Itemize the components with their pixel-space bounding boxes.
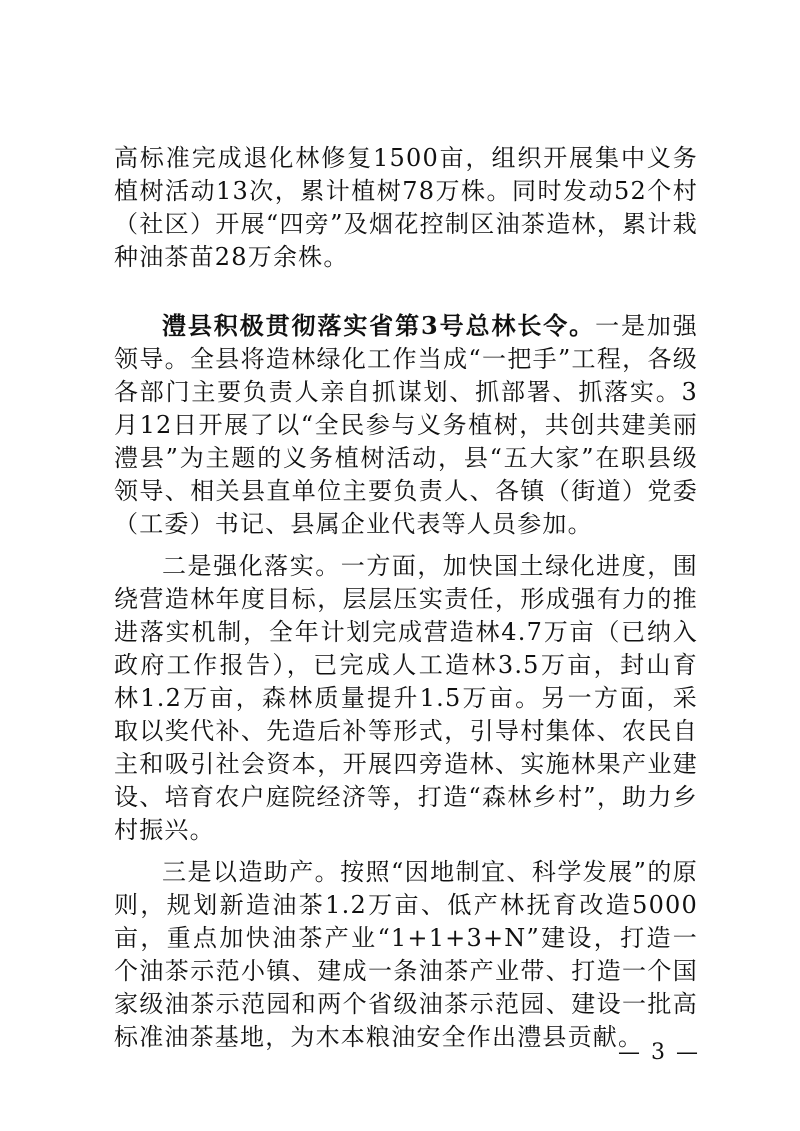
paragraph-3 xyxy=(114,550,698,847)
document-page xyxy=(114,142,698,1054)
paragraph-4-body: 按照“因地制宜、科学发展”的原则，规划新造油茶1.2万亩、低产林抚育改造5000亩，重点加快油茶产业“1+1+3+N”建设，打造一个油茶示范小镇、建成一条油茶产业带、打造一个国家级油茶示范园和两个省级油茶示范园、建设一批高标准油茶基地，为木本粮油安全作出澧县贡献。 xyxy=(114,858,698,1051)
paragraph-2-lead: 澧县积极贯彻落实省第3号总林长令。 xyxy=(162,311,596,340)
paragraph-2 xyxy=(114,309,698,541)
page-number: — 3 — xyxy=(618,1040,700,1065)
paragraph-3-body: 一方面，加快国土绿化进度，围绕营造林年度目标，层层压实责任，形成强有力的推进落实机制，全年计划完成营造林4.7万亩（已纳入政府工作报告），已完成人工造林3.5万亩，封山育林1.2万亩，森林质量提升1.5万亩。另一方面，采取以奖代补、先造后补等形式，引导村集体、农民自主和吸引社会资本，开展四旁造林、实施林果产业建设、培育农户庭院经济等，打造“森林乡村”，助力乡村振兴。 xyxy=(114,552,698,844)
paragraph-2-subheading: 一是加强领导。 xyxy=(114,312,698,373)
paragraph-1-text: 高标准完成退化林修复1500亩，组织开展集中义务植树活动13次，累计植树78万株。同时发动52个村（社区）开展“四旁”及烟花控制区油茶造林，累计栽种油茶苗28万余株。 xyxy=(114,144,698,271)
paragraph-1 xyxy=(114,142,698,274)
paragraph-3-subheading: 二是强化落实。 xyxy=(162,552,341,580)
paragraph-2-body: 全县将造林绿化工作当成“一把手”工程，各级各部门主要负责人亲自抓谋划、抓部署、抓落实。3月12日开展了以“全民参与义务植树，共创共建美丽澧县”为主题的义务植树活动，县“五大家”在职县级领导、相关县直单位主要负责人、各镇（街道）党委（工委）书记、县属企业代表等人员参加。 xyxy=(114,345,698,538)
paragraph-4-subheading: 三是以造助产。 xyxy=(162,858,341,886)
paragraph-4 xyxy=(114,856,698,1054)
